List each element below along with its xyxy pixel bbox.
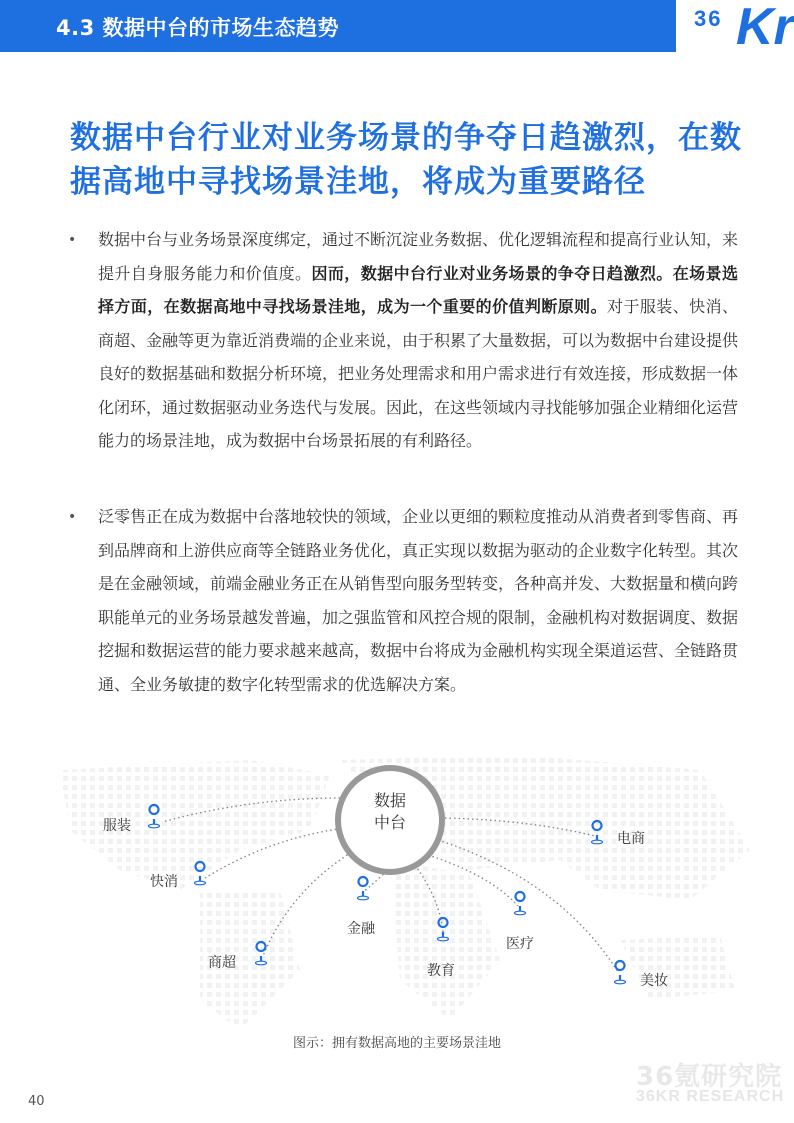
paragraph-1-intro: 数据中台与业务场景深度绑定，通过不断沉淀业务数据、优化逻辑流程和提高行业认知，来提升自身服务能力和价值度。 (98, 230, 739, 283)
location-pin-icon (359, 877, 368, 896)
scenario-diagram (0, 740, 794, 1040)
watermark-cn: 36氪研究院 (636, 1062, 783, 1092)
hub-label-line2: 中台 (373, 813, 407, 832)
logo-number: 36 (694, 6, 723, 31)
paragraph-1-bold: 因而，数据中台行业对业务场景的争夺日趋激烈。在场景选择方面，在数据高地中寻找场景洼地，成为一个重要的价值判断原则。 (98, 263, 738, 316)
watermark-en: 36KR RESEARCH (636, 1088, 785, 1105)
paragraph-1 (98, 223, 738, 458)
page-number: 40 (28, 1094, 45, 1109)
node-label-fuzhuang: 服装 (103, 818, 131, 834)
node-label-dianshang: 电商 (617, 831, 645, 847)
pin-meizhuang (615, 961, 626, 984)
node-label-jiaoyu: 教育 (427, 963, 455, 979)
36kr-logo (692, 0, 794, 56)
section-title: 4.3 数据中台的市场生态趋势 (56, 16, 340, 40)
node-label-jinrong: 金融 (347, 921, 375, 937)
bullet-marker-2: • (68, 509, 77, 525)
pin-jinrong (358, 877, 369, 900)
paragraph-1-rest: 对于服装、快消、商超、金融等更为靠近消费端的企业来说，由于积累了大量数据，可以为数据中台建设提供良好的数据基础和数据分析环境，把业务处理需求和用户需求进行有效连接，形成数据一体化闭环，通过数据驱动业务迭代与发展。因此，在这些领域内寻找能够加强企业精细化运营能力的场景洼地，成为数据中台场景拓展的有利路径。 (98, 297, 739, 450)
pin-yiliao (515, 892, 526, 915)
figure-caption: 图示：拥有数据高地的主要场景洼地 (292, 1036, 501, 1051)
node-label-kuaixiao: 快消 (150, 874, 178, 890)
node-label-shangchao: 商超 (208, 955, 236, 971)
paragraph-2: 泛零售正在成为数据中台落地较快的领域，企业以更细的颗粒度推动从消费者到零售商、再到品牌商和上游供应商等全链路业务优化，真正实现以数据为驱动的企业数字化转型。其次是在金融领域，前端金融业务正在从销售型向服务型转变，各种高并发、大数据量和横向跨职能单元的业务场景越发普遍，加之强监管和风控合规的限制，金融机构对数据调度、数据挖掘和数据运营的能力要求越来越高，数据中台将成为金融机构实现全渠道运营、全链路贯通、全业务敏捷的数字化转型需求的优选解决方案。 (98, 507, 739, 694)
logo-letters: Kr (736, 0, 794, 56)
bullet-marker-1: • (68, 232, 77, 248)
node-label-meizhuang: 美妆 (640, 973, 668, 989)
section-header-bar (0, 0, 676, 52)
hub-label-line1: 数据 (373, 791, 407, 810)
node-label-yiliao: 医疗 (506, 936, 534, 952)
page-title: 数据中台行业对业务场景的争夺日趋激烈，在数据高地中寻找场景洼地，将成为重要路径 (70, 120, 742, 200)
location-pin-icon (516, 892, 525, 911)
